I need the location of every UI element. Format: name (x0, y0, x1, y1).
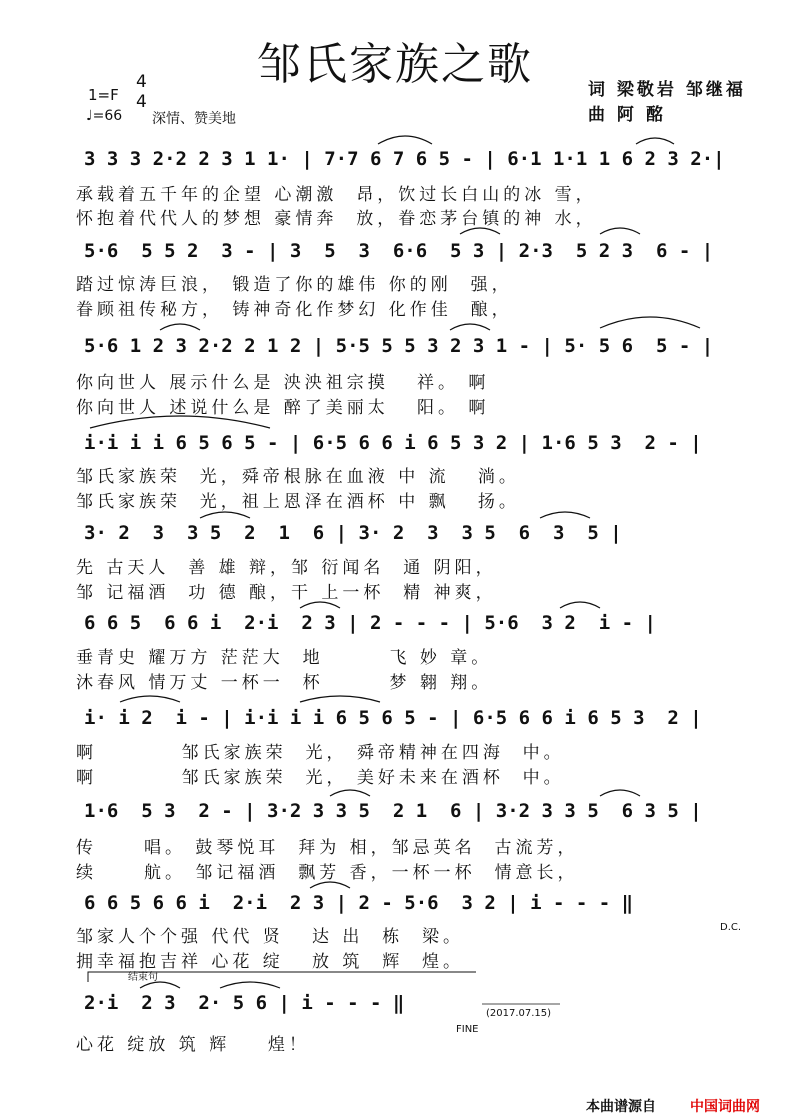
date-stamp: (2017.07.15) (486, 1008, 552, 1019)
lyrics-line-6-verse-1: 垂青史 耀万方 茫茫大 地 飞 妙 章。 (76, 648, 493, 668)
lyricist-credit: 词 梁敬岩 邹继福 (588, 80, 746, 100)
site-name[interactable]: 中国词曲网 (690, 1099, 760, 1115)
notation-line-9: 6 6 5 6 6 i 2·i 2 3 | 2 - 5·6 3 2 | i - - - ‖ (84, 892, 634, 914)
lyrics-line-6-verse-2: 沐春风 情万丈 一杯一 杯 梦 翱 翔。 (76, 673, 493, 693)
lyrics-line-5-verse-1: 先 古天人 善 雄 辩，邹 衍闻名 通 阴阳， (76, 558, 497, 578)
lyrics-line-4-verse-2: 邹氏家族荣 光，祖上恩泽在酒杯 中 飘 扬。 (76, 492, 520, 512)
lyrics-line-1-verse-1: 承载着五千年的企望 心潮激 昂，饮过长白山的冰 雪， (76, 185, 597, 205)
lyrics-line-9-verse-1: 邹家人个个强 代代 贤 达 出 栋 梁。 (76, 927, 465, 947)
lyrics-line-8-verse-2: 续 航。 邹记福酒 飘芳 香，一杯一杯 情意长， (76, 863, 579, 883)
song-title: 邹氏家族之歌 (257, 39, 533, 90)
notation-line-10: 2·i 2 3 2· 5 6 | i - - - ‖ (84, 992, 405, 1014)
lyrics-line-9-verse-2: 拥幸福抱吉祥 心花 绽 放 筑 辉 煌。 (76, 952, 465, 972)
lyrics-line-5-verse-2: 邹 记福酒 功 德 酿，干 上一杯 精 神爽， (76, 583, 497, 603)
lyrics-line-7-verse-1: 啊 邹氏家族荣 光， 舜帝精神在四海 中。 (76, 743, 565, 763)
meter-top: 4 (136, 72, 147, 92)
dc-marker: D.C. (720, 922, 742, 933)
lyrics-line-2-verse-2: 眷顾祖传秘方， 铸神奇化作梦幻 化作佳 酿， (76, 300, 513, 320)
lyrics-line-10: 心花 绽放 筑 辉 煌！ (76, 1035, 310, 1055)
expression-marking: 深情、赞美地 (152, 111, 236, 127)
notation-line-2: 5·6 5 5 2 3 - | 3 5 3 6·6 5 3 | 2·3 5 2 3 6 - | (84, 240, 714, 262)
notation-line-5: 3· 2 3 3 5 2 1 6 | 3· 2 3 3 5 6 3 5 | (84, 522, 622, 544)
key-signature: 1=F (88, 86, 119, 104)
fine-marker: FINE (456, 1024, 479, 1035)
composer-credit: 曲 阿 酩 (588, 105, 666, 125)
lyrics-line-8-verse-1: 传 唱。 鼓琴悦耳 拜为 相，邹忌英名 古流芳， (76, 838, 579, 858)
lyrics-line-7-verse-2: 啊 邹氏家族荣 光， 美好未来在酒杯 中。 (76, 768, 565, 788)
tempo-marking: ♩=66 (86, 108, 123, 124)
lyrics-line-4-verse-1: 邹氏家族荣 光，舜帝根脉在血液 中 流 淌。 (76, 467, 520, 487)
lyrics-line-3-verse-2: 你向世人 述说什么是 醉了美丽太 阳。 啊 (76, 398, 490, 418)
ending-label: 结束句 (128, 972, 158, 983)
lyrics-line-3-verse-1: 你向世人 展示什么是 泱泱祖宗摸 祥。 啊 (76, 373, 490, 393)
notation-line-8: 1·6 5 3 2 - | 3·2 3 3 5 2 1 6 | 3·2 3 3 5 6 3 5 | (84, 800, 702, 822)
notation-line-3: 5·6 1 2 3 2·2 2 1 2 | 5·5 5 5 3 2 3 1 - | 5· 5 6 5 - | (84, 335, 714, 357)
notation-line-6: 6 6 5 6 6 i 2·i 2 3 | 2 - - - | 5·6 3 2 i - | (84, 612, 656, 634)
notation-line-7: i· i 2 i - | i·i i i 6 5 6 5 - | 6·5 6 6 i 6 5 3 2 | (84, 707, 702, 729)
notation-line-1: 3 3 3 2·2 2 3 1 1· | 7·7 6 7 6 5 - | 6·1 1·1 1 6 2 3 2·| (84, 148, 725, 170)
lyrics-line-1-verse-2: 怀抱着代代人的梦想 豪情奔 放，眷恋茅台镇的神 水， (76, 209, 597, 229)
lyrics-line-2-verse-1: 踏过惊涛巨浪， 锻造了你的雄伟 你的刚 强， (76, 275, 513, 295)
notation-line-4: i·i i i 6 5 6 5 - | 6·5 6 6 i 6 5 3 2 | 1·6 5 3 2 - | (84, 432, 702, 454)
meter-bottom: 4 (136, 92, 147, 112)
source-label: 本曲谱源自 (586, 1099, 656, 1115)
